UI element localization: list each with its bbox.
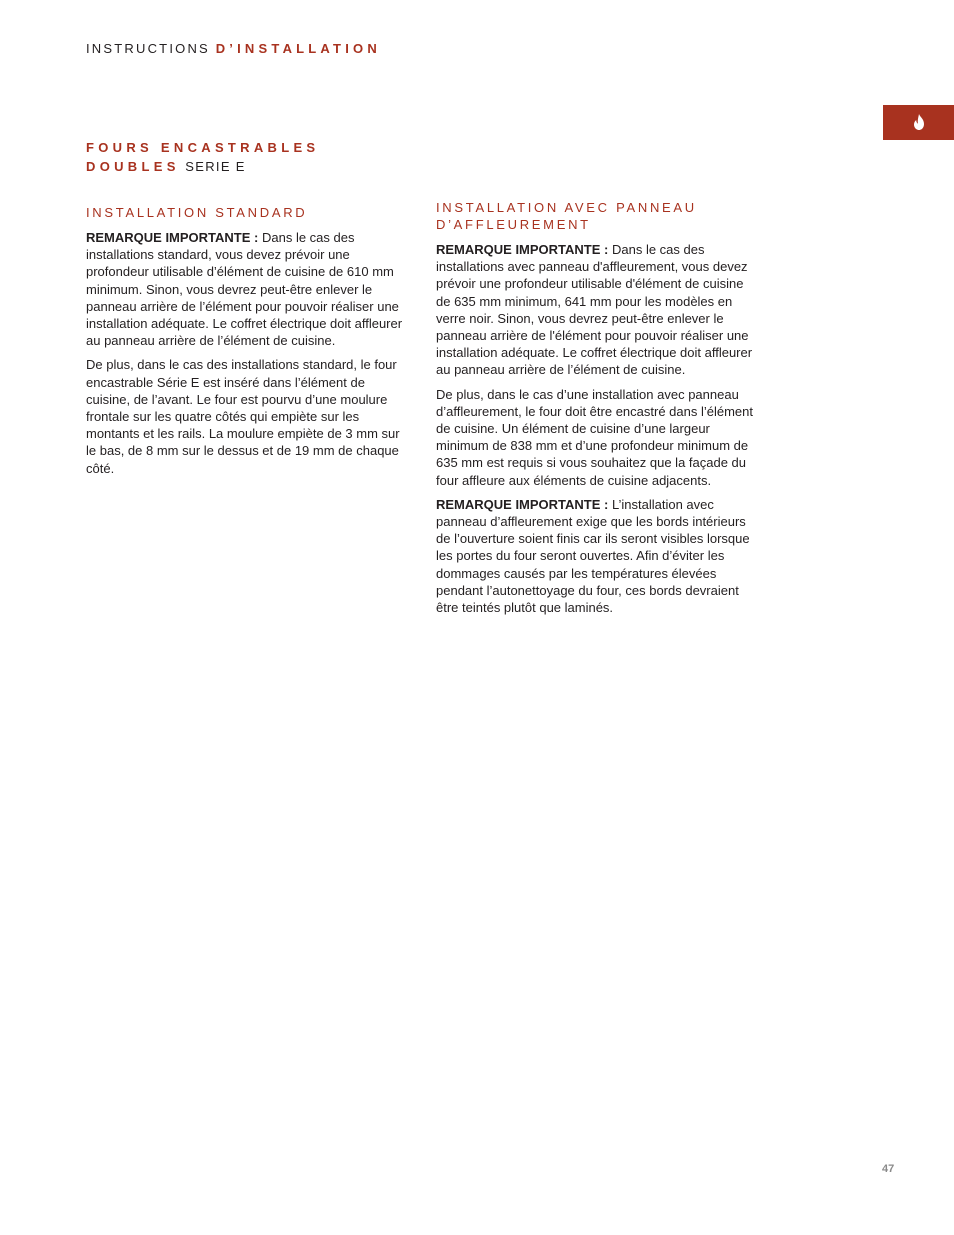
page-number: 47 [882,1163,895,1175]
right-paragraph-2: De plus, dans le cas d’une installation avec panneau d’affleurement, le four doit être encastré dans l’élément de cuisine. Un élément de cuisine d’une largeur minimum de 838 mm et d’une profondeur minimum de 635 mm est requis si vous souhaitez que la façade du four affleure aux éléments de cuisine adjacents. [436,386,753,488]
section-tab [883,105,954,140]
section-title-line1: FOURS ENCASTRABLES [86,140,320,155]
section-title-line2: DOUBLES [86,159,180,174]
right-paragraph-1 [436,241,758,379]
left-paragraph-2: De plus, dans le cas des installations standard, le four encastrable Série E est inséré dans l’élément de cuisine, de l’avant. Le four est pourvu d’une moulure frontale sur les quatre côtés qui empiète sur les montants et les rails. La moulure empiète de 3 mm sur le bas, de 8 mm sur le dessus et de 19 mm de chaque côté. [86,357,400,476]
left-paragraph-1-text: Dans le cas des installations standard, vous devez prévoir une profondeur utilisable d’élément de cuisine de 610 mm minimum. Sinon, vous devrez peut-être enlever le panneau arrière de l’élément pour pouvoir réaliser une installation adéquate. Le coffret électrique doit affleurer au panneau arrière de l’élément de cuisine. [86,230,403,349]
right-paragraph-1-text: Dans le cas des installations avec panneau d'affleurement, vous devez prévoir une profondeur utilisable d'élément de cuisine de 635 mm minimum, 641 mm pour les modèles en verre noir. Sinon, vous devrez peut-être enlever le panneau arrière de l'élément pour pouvoir réaliser une installation adéquate. Le coffret électrique doit affleurer au panneau arrière de l’élément de cuisine. [436,242,753,378]
right-column [436,199,758,623]
header-title: INSTRUCTIONS [86,41,216,56]
right-paragraph-3 [436,496,758,616]
important-note-label: REMARQUE IMPORTANTE : [86,230,259,245]
left-column [86,204,404,484]
left-paragraph-1 [86,229,404,349]
left-column-heading: INSTALLATION STANDARD [86,205,308,220]
flame-icon [913,114,925,130]
important-note-label: REMARQUE IMPORTANTE : [436,242,609,257]
section-title [86,138,319,176]
section-subtitle: SERIE E [185,159,246,174]
right-column-heading: INSTALLATION AVEC PANNEAU D’AFFLEUREMENT [436,200,697,232]
right-paragraph-3-text: L’installation avec panneau d’affleurement exige que les bords intérieurs de l’ouverture soient finis car ils seront visibles lorsque les portes du four seront ouvertes. Afin d’éviter les dommages causés par les températures élevées pendant l’autonettoyage du four, ces bords devraient être teintés plutôt que laminés. [436,496,750,616]
running-header [86,41,381,56]
important-note-label: REMARQUE IMPORTANTE : [436,496,609,512]
header-title-accent: D’INSTALLATION [215,41,381,56]
